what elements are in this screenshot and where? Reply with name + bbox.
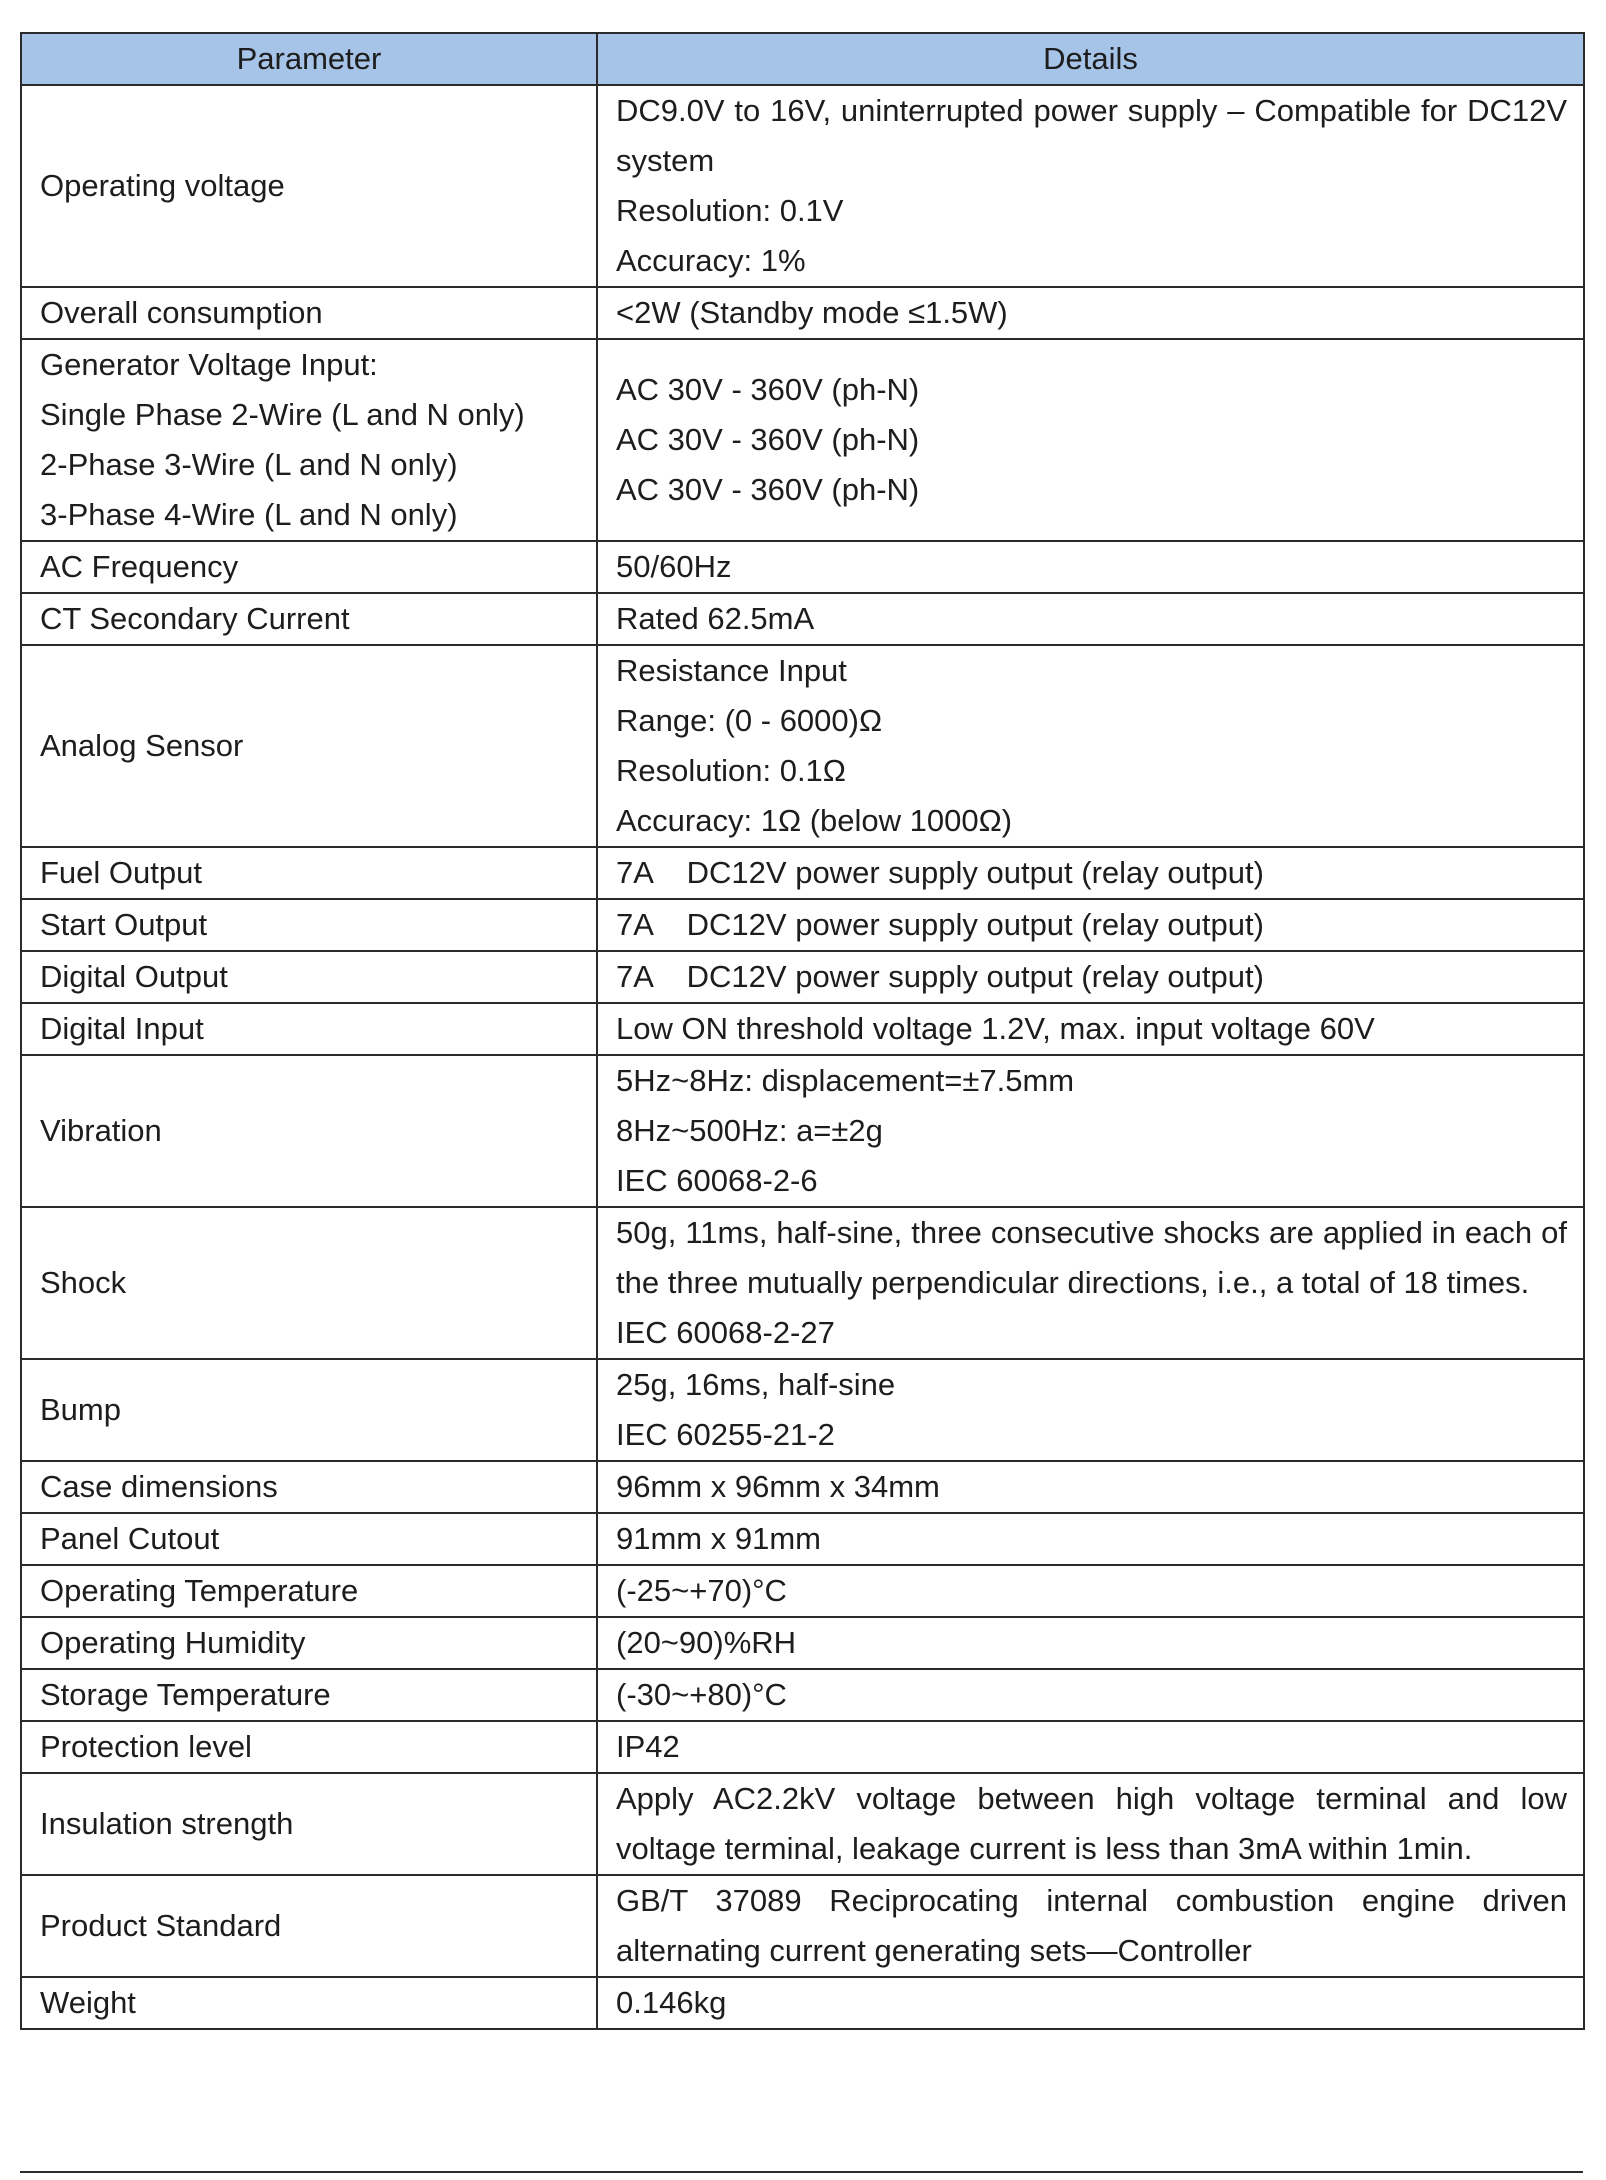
parameter-cell — [21, 1773, 597, 1875]
parameter-text: Panel Cutout — [40, 1521, 220, 1556]
table-row — [21, 847, 1584, 899]
table-row — [21, 951, 1584, 1003]
header-parameter: Parameter — [21, 33, 597, 85]
details-cell — [597, 85, 1584, 287]
parameter-cell — [21, 1461, 597, 1513]
table-row — [21, 1617, 1584, 1669]
parameter-text: Bump — [40, 1392, 121, 1427]
details-text: 50g, 11ms, half-sine, three consecutive shocks are applied in each of the three mutually perpendicular directions, i.e., a total of 18 times. — [616, 1215, 1576, 1300]
table-row — [21, 85, 1584, 287]
details-cell — [597, 1977, 1584, 2029]
table-row — [21, 899, 1584, 951]
details-cell — [597, 1617, 1584, 1669]
details-cell — [597, 1207, 1584, 1359]
details-text: AC 30V - 360V (ph-N) — [616, 372, 920, 407]
parameter-text: Weight — [40, 1985, 136, 2020]
parameter-text: 3-Phase 4-Wire (L and N only) — [40, 497, 458, 532]
parameter-cell — [21, 951, 597, 1003]
parameter-cell — [21, 1207, 597, 1359]
parameter-text: Vibration — [40, 1113, 162, 1148]
parameter-cell — [21, 1617, 597, 1669]
details-text: 0.146kg — [616, 1985, 727, 2020]
details-text: Accuracy: 1% — [616, 243, 806, 278]
parameter-text: Product Standard — [40, 1908, 282, 1943]
parameter-cell — [21, 541, 597, 593]
details-text: 8Hz~500Hz: a=±2g — [616, 1113, 883, 1148]
parameter-text: Single Phase 2-Wire (L and N only) — [40, 397, 525, 432]
parameter-cell — [21, 593, 597, 645]
details-text: Rated 62.5mA — [616, 601, 815, 636]
details-text: 50/60Hz — [616, 549, 732, 584]
parameter-cell — [21, 645, 597, 847]
parameter-text: Start Output — [40, 907, 208, 942]
header-row — [21, 33, 1584, 85]
details-cell — [597, 899, 1584, 951]
details-cell — [597, 1461, 1584, 1513]
parameter-cell — [21, 1055, 597, 1207]
details-cell — [597, 339, 1584, 541]
parameter-cell — [21, 1565, 597, 1617]
table-row — [21, 1359, 1584, 1461]
table-row — [21, 1721, 1584, 1773]
details-cell — [597, 1669, 1584, 1721]
details-text: 91mm x 91mm — [616, 1521, 821, 1556]
parameter-cell — [21, 85, 597, 287]
table-row — [21, 1055, 1584, 1207]
parameter-text: Digital Output — [40, 959, 228, 994]
details-cell — [597, 1565, 1584, 1617]
table-row — [21, 1207, 1584, 1359]
table-row — [21, 1773, 1584, 1875]
details-cell — [597, 287, 1584, 339]
parameter-text: 2-Phase 3-Wire (L and N only) — [40, 447, 458, 482]
parameter-text: Generator Voltage Input: — [40, 347, 378, 382]
details-cell — [597, 1003, 1584, 1055]
table-row — [21, 1461, 1584, 1513]
parameter-text: Insulation strength — [40, 1806, 294, 1841]
details-text: 7A DC12V power supply output (relay output) — [616, 907, 1264, 942]
table-row — [21, 339, 1584, 541]
table-row — [21, 1565, 1584, 1617]
table-row — [21, 645, 1584, 847]
details-text: Resistance Input — [616, 653, 847, 688]
parameter-text: Operating Humidity — [40, 1625, 306, 1660]
details-text: Accuracy: 1Ω (below 1000Ω) — [616, 803, 1013, 838]
parameter-cell — [21, 847, 597, 899]
table-row — [21, 1003, 1584, 1055]
details-text: IP42 — [616, 1729, 680, 1764]
parameter-cell — [21, 339, 597, 541]
table-row — [21, 287, 1584, 339]
details-text: Apply AC2.2kV voltage between high voltage terminal and low voltage terminal, leakage current is less than 3mA within 1min. — [616, 1781, 1576, 1866]
parameter-text: Operating voltage — [40, 168, 285, 203]
details-cell — [597, 1721, 1584, 1773]
parameter-cell — [21, 1669, 597, 1721]
details-text: (20~90)%RH — [616, 1625, 797, 1660]
details-cell — [597, 645, 1584, 847]
table-row — [21, 1875, 1584, 1977]
details-text: Resolution: 0.1Ω — [616, 753, 846, 788]
details-text: AC 30V - 360V (ph-N) — [616, 472, 920, 507]
details-text: Resolution: 0.1V — [616, 193, 844, 228]
parameter-cell — [21, 1359, 597, 1461]
parameter-text: Protection level — [40, 1729, 252, 1764]
details-cell — [597, 847, 1584, 899]
spec-table-body — [21, 85, 1584, 2029]
table-row — [21, 593, 1584, 645]
details-text: IEC 60068-2-27 — [616, 1315, 835, 1350]
details-text: DC9.0V to 16V, uninterrupted power supply – Compatible for DC12V system — [616, 93, 1576, 178]
details-cell — [597, 1513, 1584, 1565]
details-cell — [597, 1359, 1584, 1461]
details-text: IEC 60255-21-2 — [616, 1417, 835, 1452]
header-details: Details — [597, 33, 1584, 85]
table-row — [21, 1669, 1584, 1721]
parameter-cell — [21, 1721, 597, 1773]
parameter-text: AC Frequency — [40, 549, 239, 584]
details-text: 7A DC12V power supply output (relay output) — [616, 959, 1264, 994]
details-text: (-30~+80)°C — [616, 1677, 787, 1712]
table-row — [21, 1977, 1584, 2029]
details-text: GB/T 37089 Reciprocating internal combustion engine driven alternating current generating sets—Controller — [616, 1883, 1576, 1968]
parameter-text: CT Secondary Current — [40, 601, 350, 636]
parameter-text: Fuel Output — [40, 855, 202, 890]
parameter-cell — [21, 287, 597, 339]
details-text: AC 30V - 360V (ph-N) — [616, 422, 920, 457]
bottom-divider — [20, 2171, 1583, 2173]
parameter-text: Digital Input — [40, 1011, 204, 1046]
parameter-text: Overall consumption — [40, 295, 323, 330]
details-cell — [597, 1773, 1584, 1875]
parameter-cell — [21, 899, 597, 951]
table-row — [21, 541, 1584, 593]
parameter-cell — [21, 1003, 597, 1055]
details-text: Low ON threshold voltage 1.2V, max. input voltage 60V — [616, 1011, 1375, 1046]
parameter-text: Storage Temperature — [40, 1677, 331, 1712]
parameter-text: Case dimensions — [40, 1469, 278, 1504]
parameter-cell — [21, 1977, 597, 2029]
parameter-text: Shock — [40, 1265, 127, 1300]
details-text: (-25~+70)°C — [616, 1573, 787, 1608]
parameter-cell — [21, 1513, 597, 1565]
details-text: Range: (0 - 6000)Ω — [616, 703, 883, 738]
details-cell — [597, 1875, 1584, 1977]
details-text: 7A DC12V power supply output (relay output) — [616, 855, 1264, 890]
details-text: 5Hz~8Hz: displacement=±7.5mm — [616, 1063, 1075, 1098]
parameter-text: Analog Sensor — [40, 728, 244, 763]
details-cell — [597, 541, 1584, 593]
spec-table — [20, 32, 1585, 2030]
details-cell — [597, 593, 1584, 645]
table-row — [21, 1513, 1584, 1565]
details-text: 25g, 16ms, half-sine — [616, 1367, 896, 1402]
details-cell — [597, 1055, 1584, 1207]
parameter-text: Operating Temperature — [40, 1573, 359, 1608]
details-cell — [597, 951, 1584, 1003]
details-text: 96mm x 96mm x 34mm — [616, 1469, 940, 1504]
details-text: <2W (Standby mode ≤1.5W) — [616, 295, 1008, 330]
parameter-cell — [21, 1875, 597, 1977]
details-text: IEC 60068-2-6 — [616, 1163, 818, 1198]
